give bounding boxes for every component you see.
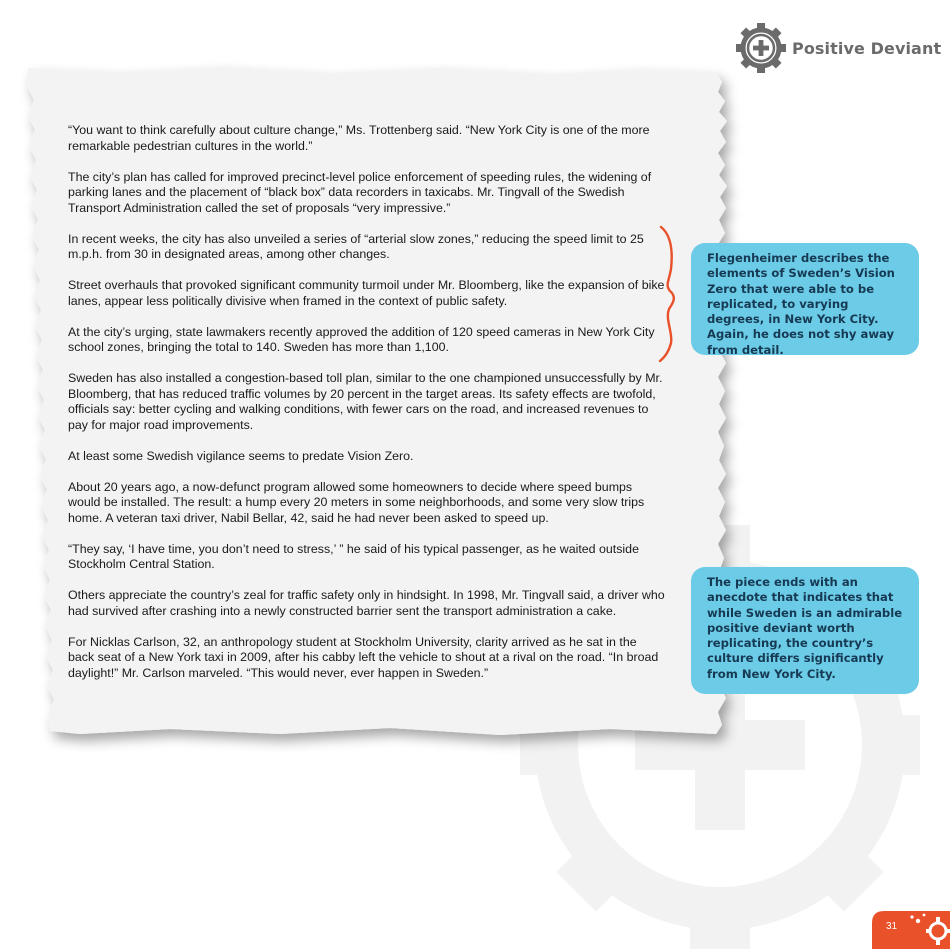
page-number: 31 <box>886 921 898 932</box>
article-paragraph: Street overhauls that provoked significant community turmoil under Mr. Bloomberg, like the expansion of bike lanes, appear less politically divisive when framed in the context of public safety. <box>68 278 665 308</box>
annotation-brace <box>655 225 685 363</box>
article-paragraph: Others appreciate the country’s zeal for traffic safety only in hindsight. In 1998, Mr. Tingvall said, a driver who had survived after crashing into a newly constructed barrier sent the transport administration a cake. <box>68 588 665 618</box>
callout-vision-zero <box>691 243 919 355</box>
callout-text: Flegenheimer describes the elements of Sweden’s Vision Zero that were able to be replicated, to varying degrees, in New York City. Again, he does not shy away from detail. <box>707 251 895 357</box>
brand-name: Positive Deviant <box>792 38 942 58</box>
callout-anecdote <box>691 567 919 694</box>
article-paragraph: “They say, ‘I have time, you don’t need to stress,’ ” he said of his typical passenger, as he waited outside Stockholm Central Station. <box>68 541 639 571</box>
article-paragraph: For Nicklas Carlson, 32, an anthropology student at Stockholm University, clarity arrived as he sat in the back seat of a New York taxi in 2009, after his cabby left the vehicle to shout at a rival on the road. “In broad daylight!” Mr. Carlson marveled. “This would never, ever happen in Sweden.” <box>68 634 659 680</box>
article-paragraph: “You want to think carefully about culture change,” Ms. Trottenberg said. “New York City is one of the more remarkable pedestrian cultures in the world.” <box>68 123 650 153</box>
article-paragraph: Sweden has also installed a congestion-based toll plan, similar to the one championed unsuccessfully by Mr. Bloomberg, that has reduced traffic volumes by 20 percent in the target areas. Its safety effects are twofold, officials say: better cycling and walking conditions, with fewer cars on the road, and increased revenues to pay for major road improvements. <box>68 371 663 432</box>
page-number-tab <box>872 911 950 949</box>
article-paragraph: In recent weeks, the city has also unveiled a series of “arterial slow zones,” reducing the speed limit to 25 m.p.h. from 30 in designated areas, among other changes. <box>68 231 644 261</box>
article-paragraph: At least some Swedish vigilance seems to predate Vision Zero. <box>68 448 414 463</box>
article-paragraph: The city’s plan has called for improved precinct-level police enforcement of speeding rules, the widening of parking lanes and the placement of “black box” data recorders in taxicabs. Mr. Tingvall of the Swedish Transport Administration called the set of proposals “very impressive.” <box>68 169 652 215</box>
article-paragraph: About 20 years ago, a now-defunct program allowed some homeowners to decide where speed bumps would be installed. The result: a hump every 20 meters in some neighborhoods, and some very slow trips home. A veteran taxi driver, Nabil Bellar, 42, said he had never been asked to speed up. <box>68 479 645 525</box>
callout-text: The piece ends with an anecdote that indicates that while Sweden is an admirable positive deviant worth replicating, the country’s culture differs significantly from New York City. <box>707 575 903 681</box>
article-paragraph: At the city’s urging, state lawmakers recently approved the addition of 120 speed cameras in New York City school zones, bringing the total to 140. Sweden has more than 1,100. <box>68 324 655 354</box>
article-body <box>68 123 666 697</box>
